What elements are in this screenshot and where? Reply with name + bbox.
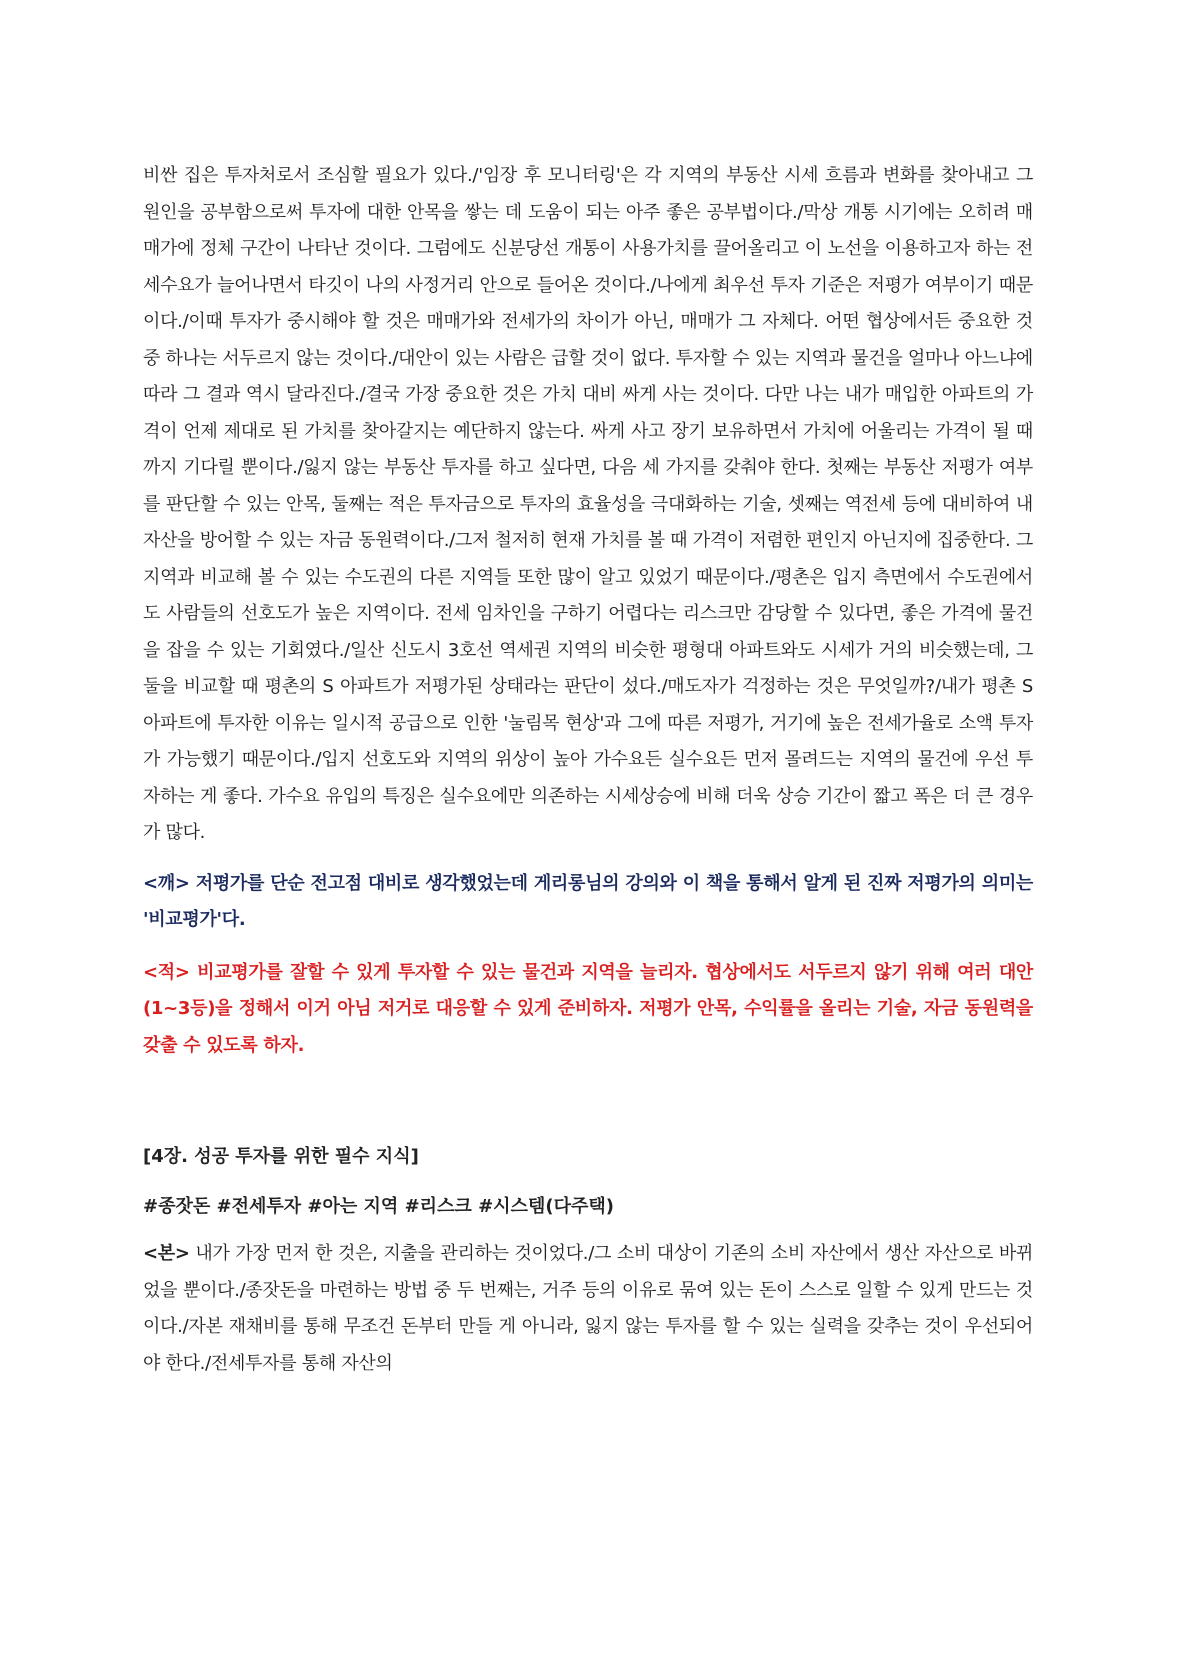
main-text: 내가 가장 먼저 한 것은, 지출을 관리하는 것이었다./그 소비 대상이 기존의 소비 자산에서 생산 자산으로 바뀌었을 뿐이다./종잣돈을 마련하는 방법 중 두 번째는, 거주 등의 이유로 묶여 있는 돈이 스스로 일할 수 있게 만드는 것이다./자본 재채비를 통해 무조건 돈부터 만들 게 아니라, 잃지 않는 투자를 할 수 있는 실력을 갖추는 것이 우선되어야 한다./전세투자를 통해 자산의 xyxy=(143,1243,1033,1374)
action-text: 비교평가를 잘할 수 있게 투자할 수 있는 물건과 지역을 늘리자. 협상에서도 서두르지 않기 위해 여러 대안(1~3등)을 정해서 이거 아님 저거로 대응할 수 있게 준비하자. 저평가 안목, 수익률을 올리는 기술, 자금 동원력을 갖출 수 있도록 하자. xyxy=(143,961,1033,1056)
insight-paragraph xyxy=(143,866,1033,939)
document-page xyxy=(143,158,1033,1382)
chapter-title: [4장. 성공 투자를 위한 필수 지식] xyxy=(143,1146,419,1167)
main-label: <본> xyxy=(143,1243,190,1264)
hashtags: #종잣돈 #전세투자 #아는 지역 #리스크 #시스템(다주택) xyxy=(143,1196,614,1217)
insight-label: <깨> xyxy=(143,872,190,894)
insight-text: 저평가를 단순 전고점 대비로 생각했었는데 게리롱님의 강의와 이 책을 통해서 알게 된 진짜 저평가의 의미는 '비교평가'다. xyxy=(143,872,1033,930)
action-paragraph xyxy=(143,955,1033,1065)
body-paragraph: 비싼 집은 투자처로서 조심할 필요가 있다./'임장 후 모니터링'은 각 지역의 부동산 시세 흐름과 변화를 찾아내고 그 원인을 공부함으로써 투자에 대한 안목을 쌓는 데 도움이 되는 아주 좋은 공부법이다./막상 개통 시기에는 오히려 매매가에 정체 구간이 나타난 것이다. 그럼에도 신분당선 개통이 사용가치를 끌어올리고 이 노선을 이용하고자 하는 전세수요가 늘어나면서 타깃이 나의 사정거리 안으로 들어온 것이다./나에게 최우선 투자 기준은 저평가 여부이기 때문이다./이때 투자가 중시해야 할 것은 매매가와 전세가의 차이가 아닌, 매매가 그 자체다. 어떤 협상에서든 중요한 것 중 하나는 서두르지 않는 것이다./대안이 있는 사람은 급할 것이 없다. 투자할 수 있는 지역과 물건을 얼마나 아느냐에 따라 그 결과 역시 달라진다./결국 가장 중요한 것은 가치 대비 싸게 사는 것이다. 다만 나는 내가 매입한 아파트의 가격이 언제 제대로 된 가치를 찾아갈지는 예단하지 않는다. 싸게 사고 장기 보유하면서 가치에 어울리는 가격이 될 때까지 기다릴 뿐이다./잃지 않는 부동산 투자를 하고 싶다면, 다음 세 가지를 갖춰야 한다. 첫째는 부동산 저평가 여부를 판단할 수 있는 안목, 둘째는 적은 투자금으로 투자의 효율성을 극대화하는 기술, 셋째는 역전세 등에 대비하여 내 자산을 방어할 수 있는 자금 동원력이다./그저 철저히 현재 가치를 볼 때 가격이 저렴한 편인지 아닌지에 집중한다. 그 지역과 비교해 볼 수 있는 수도권의 다른 지역들 또한 많이 알고 있었기 때문이다./평촌은 입지 측면에서 수도권에서도 사람들의 선호도가 높은 지역이다. 전세 임차인을 구하기 어렵다는 리스크만 감당할 수 있다면, 좋은 가격에 물건을 잡을 수 있는 기회였다./일산 신도시 3호선 역세권 지역의 비슷한 평형대 아파트와도 시세가 거의 비슷했는데, 그 둘을 비교할 때 평촌의 S 아파트가 저평가된 상태라는 판단이 섰다./매도자가 걱정하는 것은 무엇일까?/내가 평촌 S 아파트에 투자한 이유는 일시적 공급으로 인한 '눌림목 현상'과 그에 따른 저평가, 거기에 높은 전세가율로 소액 투자가 가능했기 때문이다./입지 선호도와 지역의 위상이 높아 가수요든 실수요든 먼저 몰려드는 지역의 물건에 우선 투자하는 게 좋다. 가수요 유입의 특징은 실수요에만 의존하는 시세상승에 비해 더욱 상승 기간이 짧고 폭은 더 큰 경우가 많다. xyxy=(143,165,1033,843)
main-paragraph xyxy=(143,1236,1033,1382)
action-label: <적> xyxy=(143,961,190,983)
